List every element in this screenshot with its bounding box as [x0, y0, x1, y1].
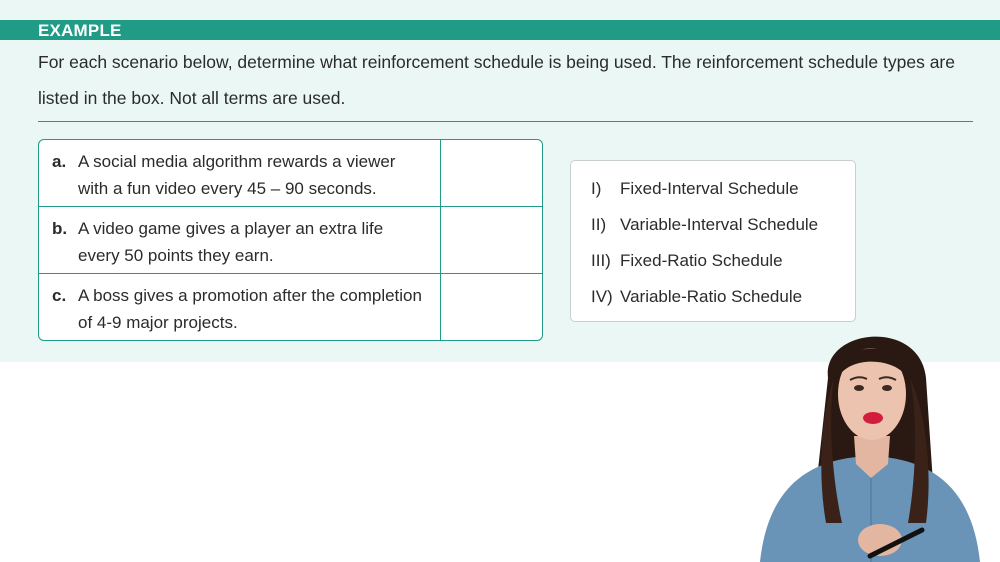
scenario-table	[38, 139, 543, 341]
term-numeral: II)	[591, 215, 607, 234]
term-label: Variable-Ratio Schedule	[620, 287, 803, 306]
scenario-letter: a.	[52, 152, 67, 171]
scenario-row-b	[39, 207, 542, 274]
term-label: Variable-Interval Schedule	[620, 215, 819, 234]
example-header-bar	[0, 20, 1000, 40]
scenario-cell	[39, 140, 441, 206]
scenario-letter: b.	[52, 219, 68, 238]
term-item	[571, 283, 855, 319]
term-numeral: IV)	[591, 287, 613, 306]
term-label: Fixed-Interval Schedule	[620, 179, 799, 198]
scenario-text: A boss gives a promotion after the completion of 4-9 major projects.	[78, 286, 422, 332]
answer-cell-a	[442, 140, 542, 206]
term-numeral: III)	[591, 251, 611, 270]
scenario-cell	[39, 207, 441, 273]
answer-cell-c	[442, 274, 542, 341]
example-label: EXAMPLE	[38, 21, 122, 40]
term-item	[571, 175, 855, 211]
term-item	[571, 247, 855, 283]
presenter-video	[730, 318, 1000, 562]
answer-cell-b	[442, 207, 542, 273]
scenario-letter: c.	[52, 286, 67, 305]
divider	[38, 121, 973, 122]
instructions-text: For each scenario below, determine what reinforcement schedule is being used. The reinforcement schedule types are listed in the box. Not all terms are used.	[38, 52, 955, 108]
scenario-row-a	[39, 140, 542, 207]
scenario-text: A video game gives a player an extra life every 50 points they earn.	[78, 219, 384, 265]
term-item	[571, 211, 855, 247]
scenario-text: A social media algorithm rewards a viewer with a fun video every 45 – 90 seconds.	[78, 152, 396, 198]
scenario-row-c	[39, 274, 542, 341]
scenario-cell	[39, 274, 441, 341]
terms-box	[570, 160, 856, 322]
term-label: Fixed-Ratio Schedule	[620, 251, 783, 270]
term-numeral: I)	[591, 179, 602, 198]
